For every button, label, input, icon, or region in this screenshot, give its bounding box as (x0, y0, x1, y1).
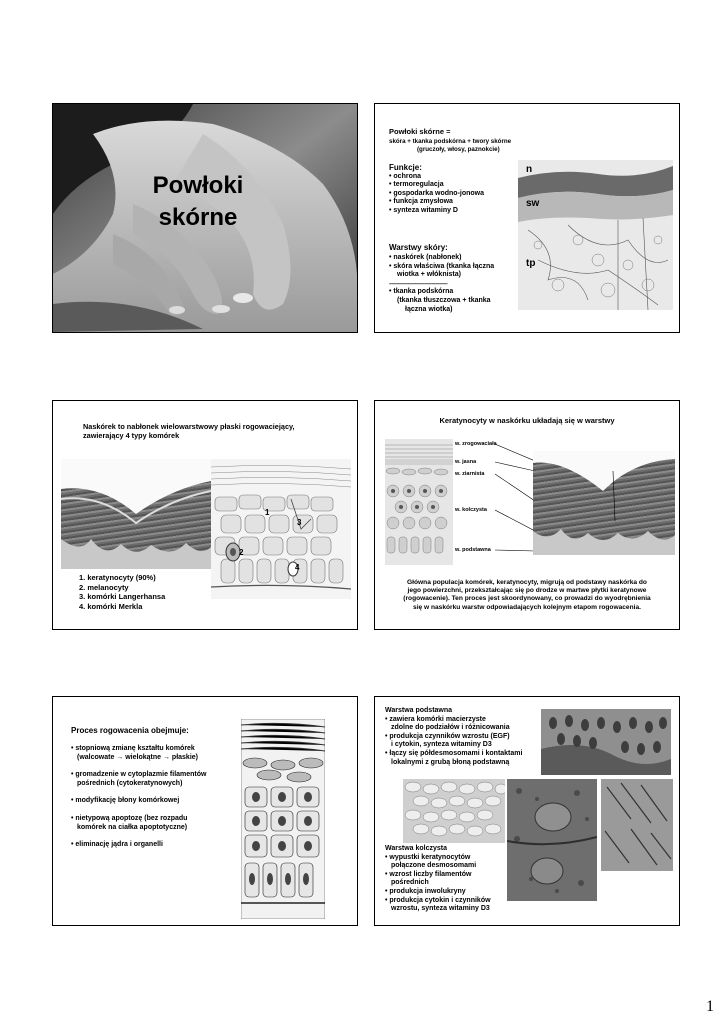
skin-cross-section-illustration (518, 160, 673, 310)
title-line-2: zawierający 4 typy komórek (83, 430, 180, 440)
epidermis-micrograph (61, 459, 211, 569)
slide-powloki-definition (374, 103, 680, 333)
list-item: • modyfikację błony komórkowej (71, 797, 180, 805)
list-item: • gospodarka wodno-jonowa (389, 190, 484, 198)
list-item-continued: komórek na ciałka apoptotyczne) (77, 823, 188, 831)
list-item-continued: zdolne do podziałów i różnicowania (391, 724, 510, 732)
description-line: się w naskórku warstw odpowiadających kolejnym etapom rogowacenia. (413, 603, 641, 611)
diagram-label-2: 2 (239, 548, 244, 557)
diagram-label-1: 1 (265, 508, 270, 517)
slide-title (83, 423, 295, 440)
definition-subheading-2: (gruczoły, włosy, paznokcie) (417, 146, 500, 153)
list-item: • łączy się półdesmosomami i kontaktami (385, 749, 523, 757)
epidermis-micrograph (533, 451, 675, 555)
slide-description (375, 579, 679, 612)
list-item: • gromadzenie w cytoplazmie filamentów (71, 771, 207, 779)
list-item: • produkcja cytokin i czynników (385, 896, 491, 904)
desmosome-micrograph (601, 779, 673, 871)
slide-naskorek (52, 400, 358, 630)
label-sw: sw (526, 198, 540, 209)
list-item: • produkcja inwolukryny (385, 887, 466, 895)
functions-list (389, 173, 484, 215)
description-line: jego powierzchni, przekształcając się po drodze w martwe płytki keratynowe (407, 587, 647, 595)
basal-layer-micrograph (541, 709, 671, 775)
list-item: 3. komórki Langerhansa (79, 592, 166, 601)
slide-warstwa-podstawna-kolczysta (374, 696, 680, 926)
separator-line: -------------------------------------------------- (389, 280, 448, 287)
layers-list (389, 254, 514, 314)
list-item: • stopniową zmianę kształtu komórek (71, 745, 195, 752)
list-item: • wypustki keratynocytów (385, 853, 471, 861)
keratinization-diagram (241, 719, 325, 919)
list-item-continued: (walcowate → wielokątne → płaskie) (77, 753, 198, 761)
process-list (71, 745, 241, 850)
page-number: 1 (706, 998, 714, 1015)
label-stratum-basale: w. podstawna (455, 547, 491, 553)
list-item-continued: (tkanka tłuszczowa + tkanka (397, 296, 491, 304)
slide-keratynocyty-warstwy (374, 400, 680, 630)
slide-title: Proces rogowacenia obejmuje: (71, 726, 189, 735)
epidermis-cell-diagram (211, 459, 351, 599)
list-item: • ochrona (389, 173, 484, 181)
label-stratum-lucidum: w. jasna (455, 459, 477, 465)
list-item: • wzrost liczby filamentów (385, 870, 472, 878)
micrograph-overlay (533, 451, 675, 555)
list-item: • synteza witaminy D (389, 207, 484, 215)
basal-title: Warstwa podstawna (385, 707, 453, 714)
label-stratum-corneum: w. zrogowaciała (455, 441, 497, 447)
label-n: n (526, 164, 533, 175)
list-item: • nietypową apoptozę (bez rozpadu (71, 814, 188, 822)
list-item: 2. melanocyty (79, 582, 129, 592)
list-item-continued: łączna wiotka) (405, 305, 453, 313)
slide-proces-rogowacenia (52, 696, 358, 926)
spinous-title: Warstwa kolczysta (385, 845, 447, 852)
list-item-continued: lokalnymi z grubą błoną podstawną (391, 758, 510, 766)
description-line: (rogowacenie). Ten proces jest skoordynowany, co prowadzi do wyodrębnienia (403, 595, 651, 603)
epidermis-layers-drawing (385, 439, 453, 565)
definition-heading: Powłoki skórne = (389, 127, 451, 136)
definition-subheading: skóra + tkanka podskórna + twory skórne (389, 138, 512, 145)
list-item: • zawiera komórki macierzyste (385, 715, 486, 723)
label-stratum-spinosum: w. kolczysta (455, 507, 487, 513)
list-item: • naskórek (nabłonek) (389, 254, 462, 261)
slide-title: Keratynocyty w naskórku układają się w warstwy (439, 416, 615, 425)
label-tp: tp (526, 258, 536, 269)
list-item-continued: połączone desmosomami (391, 862, 477, 870)
list-item: • produkcja czynników wzrostu (EGF) (385, 732, 510, 740)
diagram-label-4: 4 (295, 563, 300, 572)
slide-powloki-skorne-title (52, 103, 358, 333)
spinous-layer-section (385, 845, 510, 914)
list-item: 1. keratynocyty (90%) (79, 573, 156, 582)
list-item: • eliminację jądra i organelli (71, 841, 163, 849)
layers-title: Warstwy skóry: (389, 243, 448, 252)
list-item-continued: pośrednich (391, 879, 429, 887)
description-line: Główna populacja komórek, keratynocyty, migrują od podstawy naskórka do (407, 579, 647, 586)
list-item-continued: pośrednich (cytokeratynowych) (77, 779, 183, 787)
list-item-continued: i cytokin, synteza witaminy D3 (391, 741, 492, 749)
list-item: • skóra właściwa (tkanka łączna (389, 262, 495, 270)
title-line-1: Powłoki (152, 172, 244, 199)
diagram-label-3: 3 (297, 518, 302, 527)
basal-layer-section (385, 707, 545, 767)
label-stratum-granulosum: w. ziarnista (455, 471, 485, 477)
label-pointer-lines (495, 441, 535, 571)
list-item-continued: wzrostu, synteza witaminy D3 (391, 905, 490, 913)
list-item: 4. komórki Merkla (79, 601, 143, 611)
electron-micrograph-keratinocyte (507, 779, 597, 901)
list-item: • termoregulacja (389, 181, 484, 189)
title-line-1: Naskórek to nabłonek wielowarstwowy płaski rogowaciejący, (83, 422, 295, 431)
list-item-continued: wiotka + włóknista) (397, 271, 461, 279)
micrograph-overlay (61, 459, 211, 569)
cell-types-list (79, 573, 165, 611)
slide-title (53, 170, 343, 234)
spinous-layer-micrograph (403, 779, 505, 843)
functions-title: Funkcje: (389, 163, 422, 172)
title-line-2: skórne (158, 204, 238, 231)
list-item: • tkanka podskórna (389, 288, 454, 296)
list-item: • funkcja zmysłowa (389, 198, 484, 206)
